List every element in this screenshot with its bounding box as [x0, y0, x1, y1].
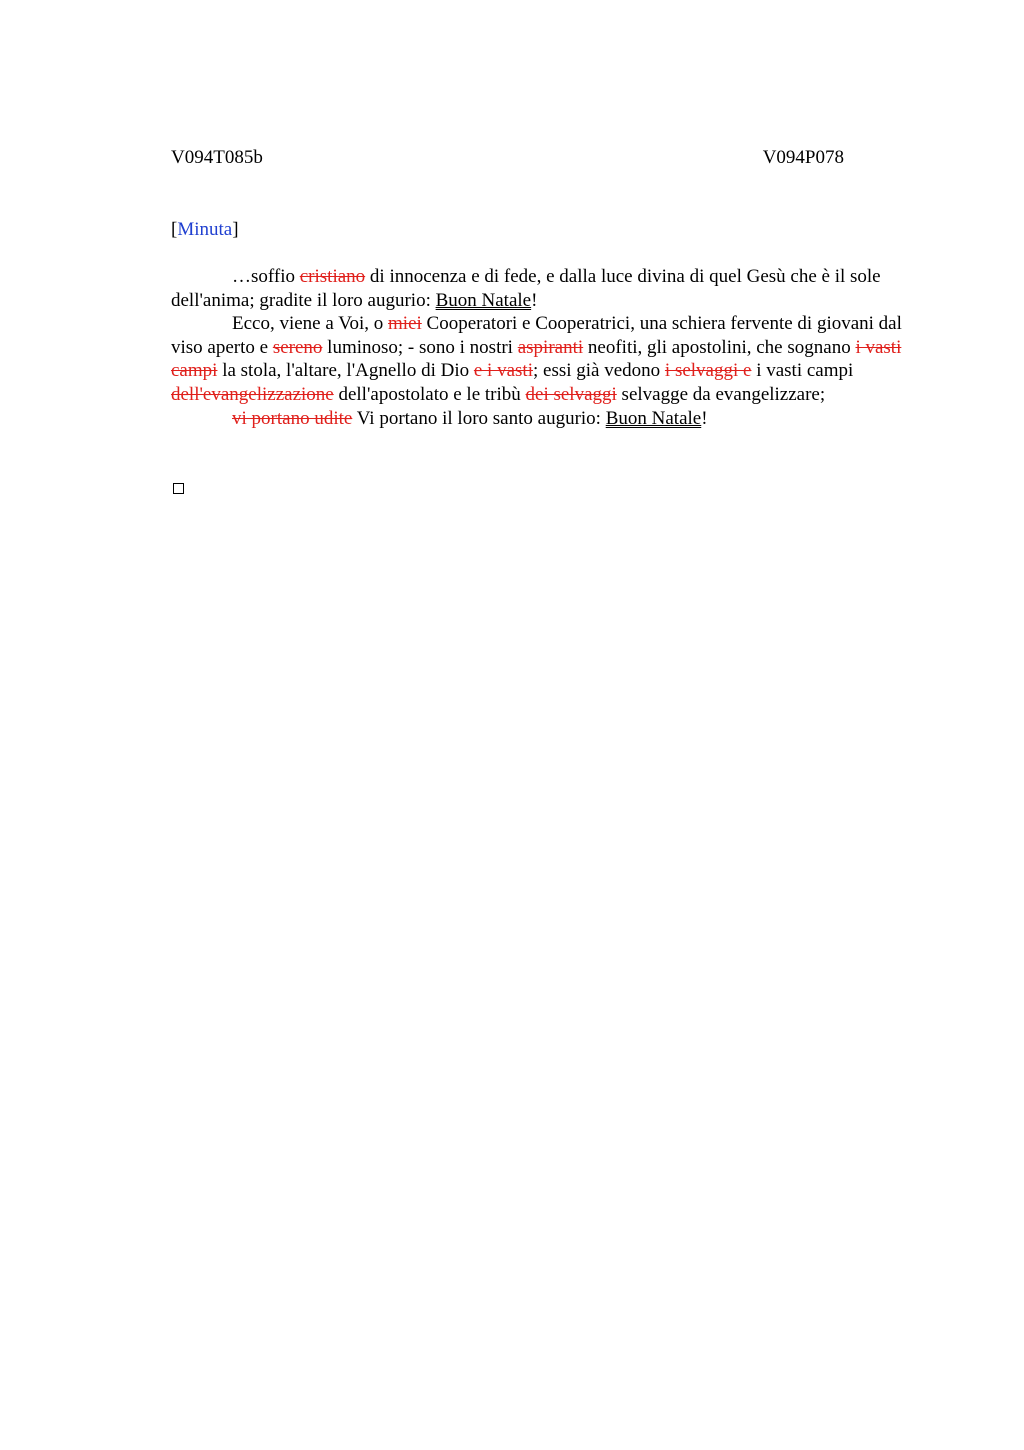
page-code: V094P078	[762, 147, 844, 168]
text: di innocenza e di fede, e dalla luce divina di quel Gesù che è il sole dell'anima; gradite il loro augurio:	[171, 266, 881, 311]
deleted-text: aspiranti	[517, 336, 584, 358]
text: i vasti campi	[751, 360, 854, 382]
deleted-text: i vasti campi	[171, 336, 902, 382]
draft-label-text: Minuta	[177, 219, 233, 240]
text: !	[531, 289, 538, 311]
text: Vi portano il loro santo augurio:	[352, 407, 606, 429]
text: selvagge da evangelizzare;	[616, 383, 826, 405]
deleted-text: vi portano udite	[232, 407, 353, 429]
deleted-text: dei selvaggi	[525, 383, 617, 405]
paragraph-2	[171, 312, 906, 406]
document-code: V094T085b	[171, 147, 263, 168]
deleted-text: e i vasti	[473, 360, 533, 382]
text: Ecco, viene a Voi, o	[232, 313, 389, 335]
deleted-text: sereno	[272, 336, 323, 358]
deleted-text: i selvaggi e	[664, 360, 752, 382]
paragraph-3	[171, 407, 906, 431]
text: la stola, l'altare, l'Agnello di Dio	[217, 360, 474, 382]
text: !	[701, 407, 708, 429]
text: ; essi già vedono	[532, 360, 665, 382]
text: neofiti, gli apostolini, che sognano	[583, 336, 856, 358]
draft-label	[171, 218, 239, 242]
deleted-text: cristiano	[299, 266, 366, 287]
text: Cooperatori e Cooperatrici, una schiera fervente di giovani dal viso aperto e	[171, 313, 902, 358]
text: luminoso; - sono i nostri	[322, 336, 518, 358]
underlined-greeting: Buon Natale	[605, 407, 702, 429]
underlined-greeting: Buon Natale	[435, 289, 532, 311]
letter-body	[171, 265, 906, 430]
text: dell'apostolato e le tribù	[333, 383, 526, 405]
deleted-text: dell'evangelizzazione	[171, 383, 334, 405]
bracket-open: [	[171, 219, 178, 240]
deleted-text: miei	[388, 313, 422, 335]
end-marker-square-icon	[173, 483, 184, 494]
text: …soffio	[232, 266, 300, 287]
paragraph-1	[171, 265, 906, 312]
bracket-close: ]	[232, 219, 239, 240]
